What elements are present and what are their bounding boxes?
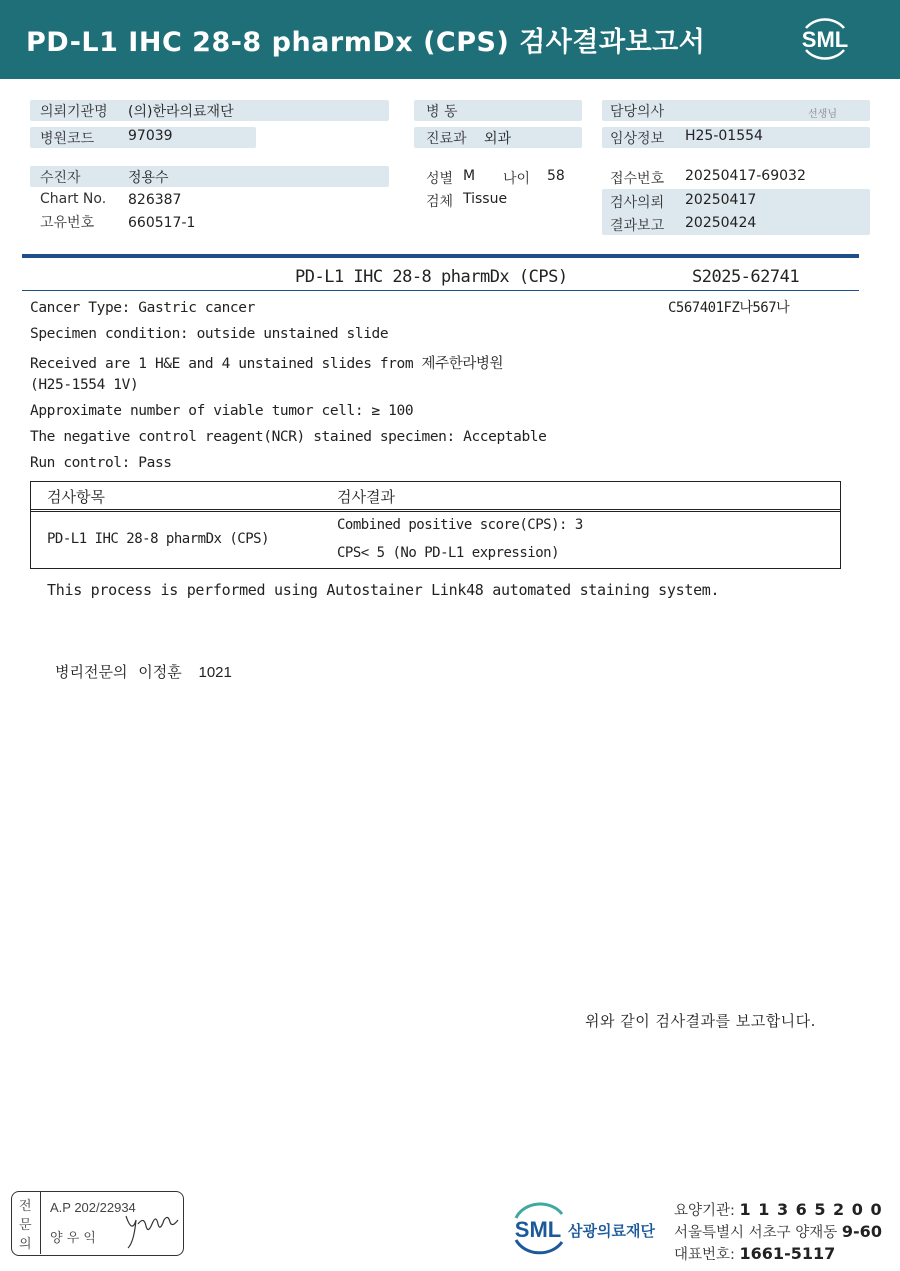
receipt-value: 20250417-69032: [685, 168, 806, 184]
stamp-side-column: [12, 1192, 41, 1254]
doctor-suffix: 선생님: [808, 109, 837, 120]
stamp-license: A.P 202/22934: [50, 1200, 136, 1215]
institution-code-label: 요양기관:: [674, 1203, 735, 1219]
unique-value: 660517-1: [128, 215, 196, 231]
pathologist-title: 병리전문의: [55, 663, 128, 681]
stamp-side-char: 문: [19, 1218, 32, 1233]
institution-code-value: 1 1 3 6 5 2 0 0: [739, 1200, 883, 1219]
table-header-item: 검사항목: [47, 488, 105, 506]
sex-value: M: [463, 168, 476, 184]
table-result-interpretation: CPS< 5 (No PD-L1 expression): [337, 545, 560, 561]
received-ref-line: (H25-1554 1V): [30, 377, 139, 393]
sml-logo-icon: [798, 14, 852, 64]
specialist-stamp: [11, 1191, 184, 1256]
sex-label: 성별: [426, 171, 454, 187]
patient-row: [30, 166, 389, 187]
hospital-code-label: 병원코드: [40, 131, 95, 147]
ncr-line: The negative control reagent(NCR) stained specimen: Acceptable: [30, 429, 547, 445]
clinical-value: H25-01554: [685, 128, 763, 144]
footer-logo-text: SML: [514, 1217, 562, 1242]
run-control-line: Run control: Pass: [30, 455, 172, 471]
institution-value: (의)한라의료재단: [128, 104, 234, 120]
sml-logo: [798, 14, 852, 64]
barcode-number: C567401FZ나567나: [668, 300, 790, 316]
address-text: 서울특별시 서초구 양재동: [674, 1225, 838, 1241]
institution-label: 의뢰기관명: [40, 104, 108, 120]
footer-org-logo: [510, 1200, 660, 1260]
institution-code: [674, 1199, 883, 1220]
table-result-score: Combined positive score(CPS): 3: [337, 517, 583, 533]
footer-org-name: 삼광의료재단: [568, 1222, 655, 1240]
received-line: Received are 1 H&E and 4 unstained slides from 제주한라병원: [30, 356, 504, 372]
table-item: PD-L1 IHC 28-8 pharmDx (CPS): [47, 531, 270, 547]
unique-label: 고유번호: [40, 215, 95, 231]
request-label: 검사의뢰: [610, 195, 665, 211]
phone-line: [674, 1243, 835, 1264]
closing-statement: 위와 같이 검사결과를 보고합니다.: [585, 1012, 816, 1030]
request-value: 20250417: [685, 192, 757, 208]
patient-value: 정용수: [128, 170, 169, 186]
cancer-type-line: Cancer Type: Gastric cancer: [30, 300, 255, 316]
report-number: S2025-62741: [692, 267, 800, 287]
age-value: 58: [547, 168, 565, 184]
department-label: 진료과: [426, 131, 467, 147]
pathologist-name: 이정훈: [138, 663, 182, 681]
pathologist-signoff: [55, 661, 232, 682]
specimen-label: 검체: [426, 194, 454, 210]
sml-footer-logo-icon: [510, 1200, 660, 1256]
receipt-label: 접수번호: [610, 171, 665, 187]
stamp-side-char: 전: [19, 1199, 32, 1214]
section-rule-thick: [22, 254, 859, 258]
address-line: [674, 1221, 882, 1242]
ward-label: 병 동: [426, 104, 458, 120]
report-date-value: 20250424: [685, 215, 757, 231]
age-label: 나이: [503, 171, 531, 187]
doctor-label: 담당의사: [610, 104, 665, 120]
chart-value: 826387: [128, 192, 182, 208]
clinical-label: 임상정보: [610, 131, 665, 147]
patient-label: 수진자: [40, 170, 81, 186]
section-rule-thin: [22, 290, 859, 291]
phone-value: 1661-5117: [739, 1244, 836, 1263]
table-header-rule-2: [31, 511, 840, 512]
report-date-label: 결과보고: [610, 218, 665, 234]
report-header-title: PD-L1 IHC 28-8 pharmDx (CPS) 검사결과보고서: [26, 27, 706, 58]
report-title: PD-L1 IHC 28-8 pharmDx (CPS): [295, 267, 568, 287]
table-header-rule: [31, 509, 840, 510]
signature-icon: [122, 1206, 182, 1250]
chart-label: Chart No.: [40, 191, 107, 207]
sml-logo-text: SML: [801, 27, 849, 52]
department-value: 외과: [484, 131, 512, 147]
phone-label: 대표번호:: [674, 1247, 735, 1263]
process-note: This process is performed using Autostainer Link48 automated staining system.: [47, 581, 720, 599]
stamp-name: 양 우 익: [50, 1231, 96, 1246]
table-header-result: 검사결과: [337, 488, 395, 506]
specimen-condition-line: Specimen condition: outside unstained slide: [30, 326, 389, 342]
pathologist-number: 1021: [198, 664, 232, 681]
result-table: [30, 481, 841, 569]
stamp-side-char: 의: [19, 1237, 32, 1252]
address-number: 9-60: [841, 1222, 882, 1241]
hospital-code-value: 97039: [128, 128, 173, 144]
tumor-cell-line: Approximate number of viable tumor cell: ≥ 100: [30, 403, 414, 419]
specimen-value: Tissue: [463, 191, 508, 207]
